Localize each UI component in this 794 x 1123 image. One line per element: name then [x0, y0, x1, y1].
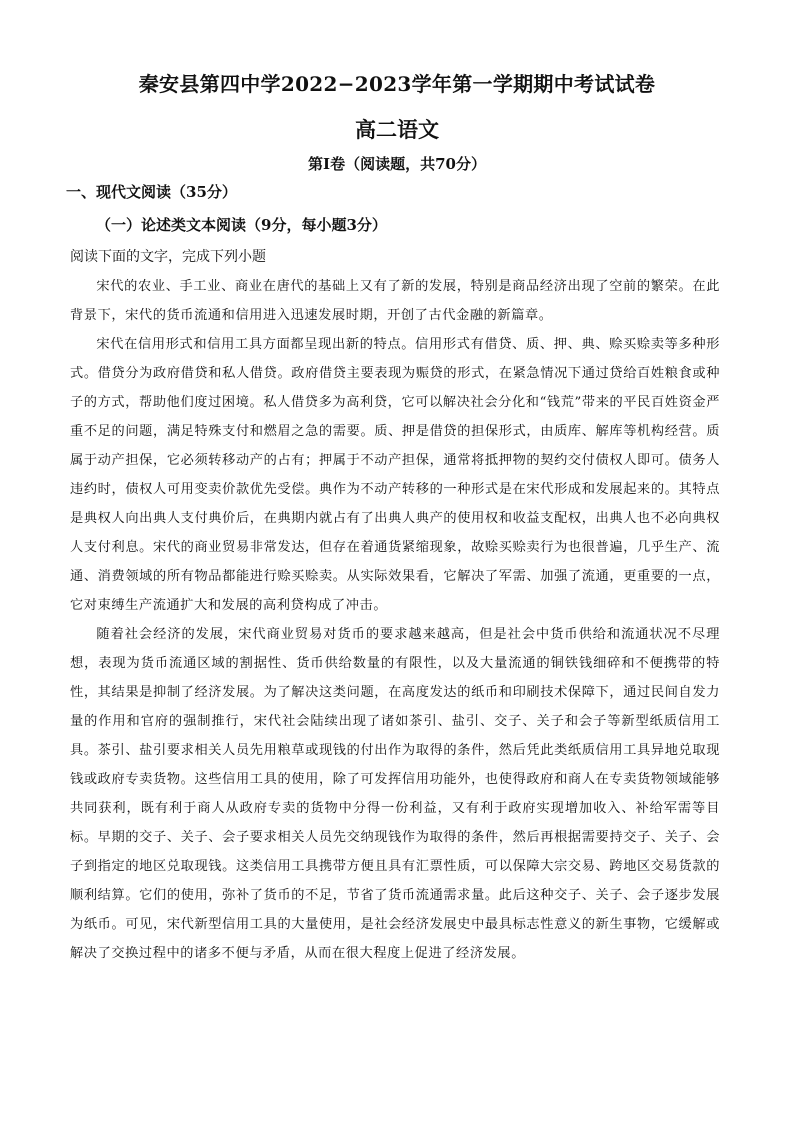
article-body: [70, 272, 720, 968]
article-paragraph: 宋代的农业、手工业、商业在唐代的基础上又有了新的发展，特别是商品经济出现了空前的繁荣。在此背景下，宋代的货币流通和信用进入迅速发展时期，开创了古代金融的新篇章。: [70, 279, 720, 323]
exam-title: 秦安县第四中学2022−2023学年第一学期期中考试试卷: [138, 72, 656, 96]
reading-instruction: 阅读下面的文字，完成下列小题: [70, 249, 266, 265]
article-paragraph: 宋代在信用形式和信用工具方面都呈现出新的特点。信用形式有借贷、质、押、典、赊买赊卖等多种形式。借贷分为政府借贷和私人借贷。政府借贷主要表现为赈贷的形式，在紧急情况下通过贷给百姓粮食或种子的方式，帮助他们度过困境。私人借贷多为高利贷，它可以解决社会分化和“钱荒”带来的平民百姓资金严重不足的问题，满足特殊支付和燃眉之急的需要。质、押是借贷的担保形式，由质库、解库等机构经营。质属于动产担保，它必须转移动产的占有；押属于不动产担保，通常将抵押物的契约交付债权人即可。债务人违约时，债权人可用变卖价款优先受偿。典作为不动产转移的一种形式是在宋代形成和发展起来的。其特点是典权人向出典人支付典价后，在典期内就占有了出典人典产的使用权和收益支配权，出典人也不必向典权人支付利息。宋代的商业贸易非常发达，但存在着通货紧缩现象，故赊买赊卖行为也很普遍，几乎生产、流通、消费领域的所有物品都能进行赊买赊卖。从实际效果看，它解决了军需、加强了流通，更重要的一点，它对束缚生产流通扩大和发展的高利贷构成了冲击。: [70, 337, 720, 613]
subsection-heading: （一）论述类文本阅读（9分，每小题3分）: [96, 216, 387, 234]
article-paragraph: 随着社会经济的发展，宋代商业贸易对货币的要求越来越高，但是社会中货币供给和流通状况不尽理想，表现为货币流通区域的割据性、货币供给数量的有限性，以及大量流通的铜铁钱细碎和不便携带的特性，其结果是抑制了经济发展。为了解决这类问题，在高度发达的纸币和印刷技术保障下，通过民间自发力量的作用和官府的强制推行，宋代社会陆续出现了诸如茶引、盐引、交子、关子和会子等新型纸质信用工具。茶引、盐引要求相关人员先用粮草或现钱的付出作为取得的条件，然后凭此类纸质信用工具异地兑取现钱或政府专卖货物。这些信用工具的使用，除了可发挥信用功能外，也使得政府和商人在专卖货物领域能够共同获利，既有利于商人从政府专卖的货物中分得一份利益，又有利于政府实现增加收入、补给军需等目标。早期的交子、关子、会子要求相关人员先交纳现钱作为取得的条件，然后再根据需要持交子、关子、会子到指定的地区兑取现钱。这类信用工具携带方便且具有汇票性质，可以保障大宗交易、跨地区交易货款的顺利结算。它们的使用，弥补了货币的不足，节省了货币流通需求量。此后这种交子、关子、会子逐步发展为纸币。可见，宋代新型信用工具的大量使用，是社会经济发展史中最具标志性意义的新生事物，它缓解或解决了交换过程中的诸多不便与矛盾，从而在很大程度上促进了经济发展。: [70, 627, 720, 961]
section-heading: 一、现代文阅读（35分）: [66, 183, 237, 201]
volume-title: 第Ⅰ卷（阅读题，共70分）: [308, 155, 486, 173]
subject-title: 高二语文: [355, 117, 439, 142]
